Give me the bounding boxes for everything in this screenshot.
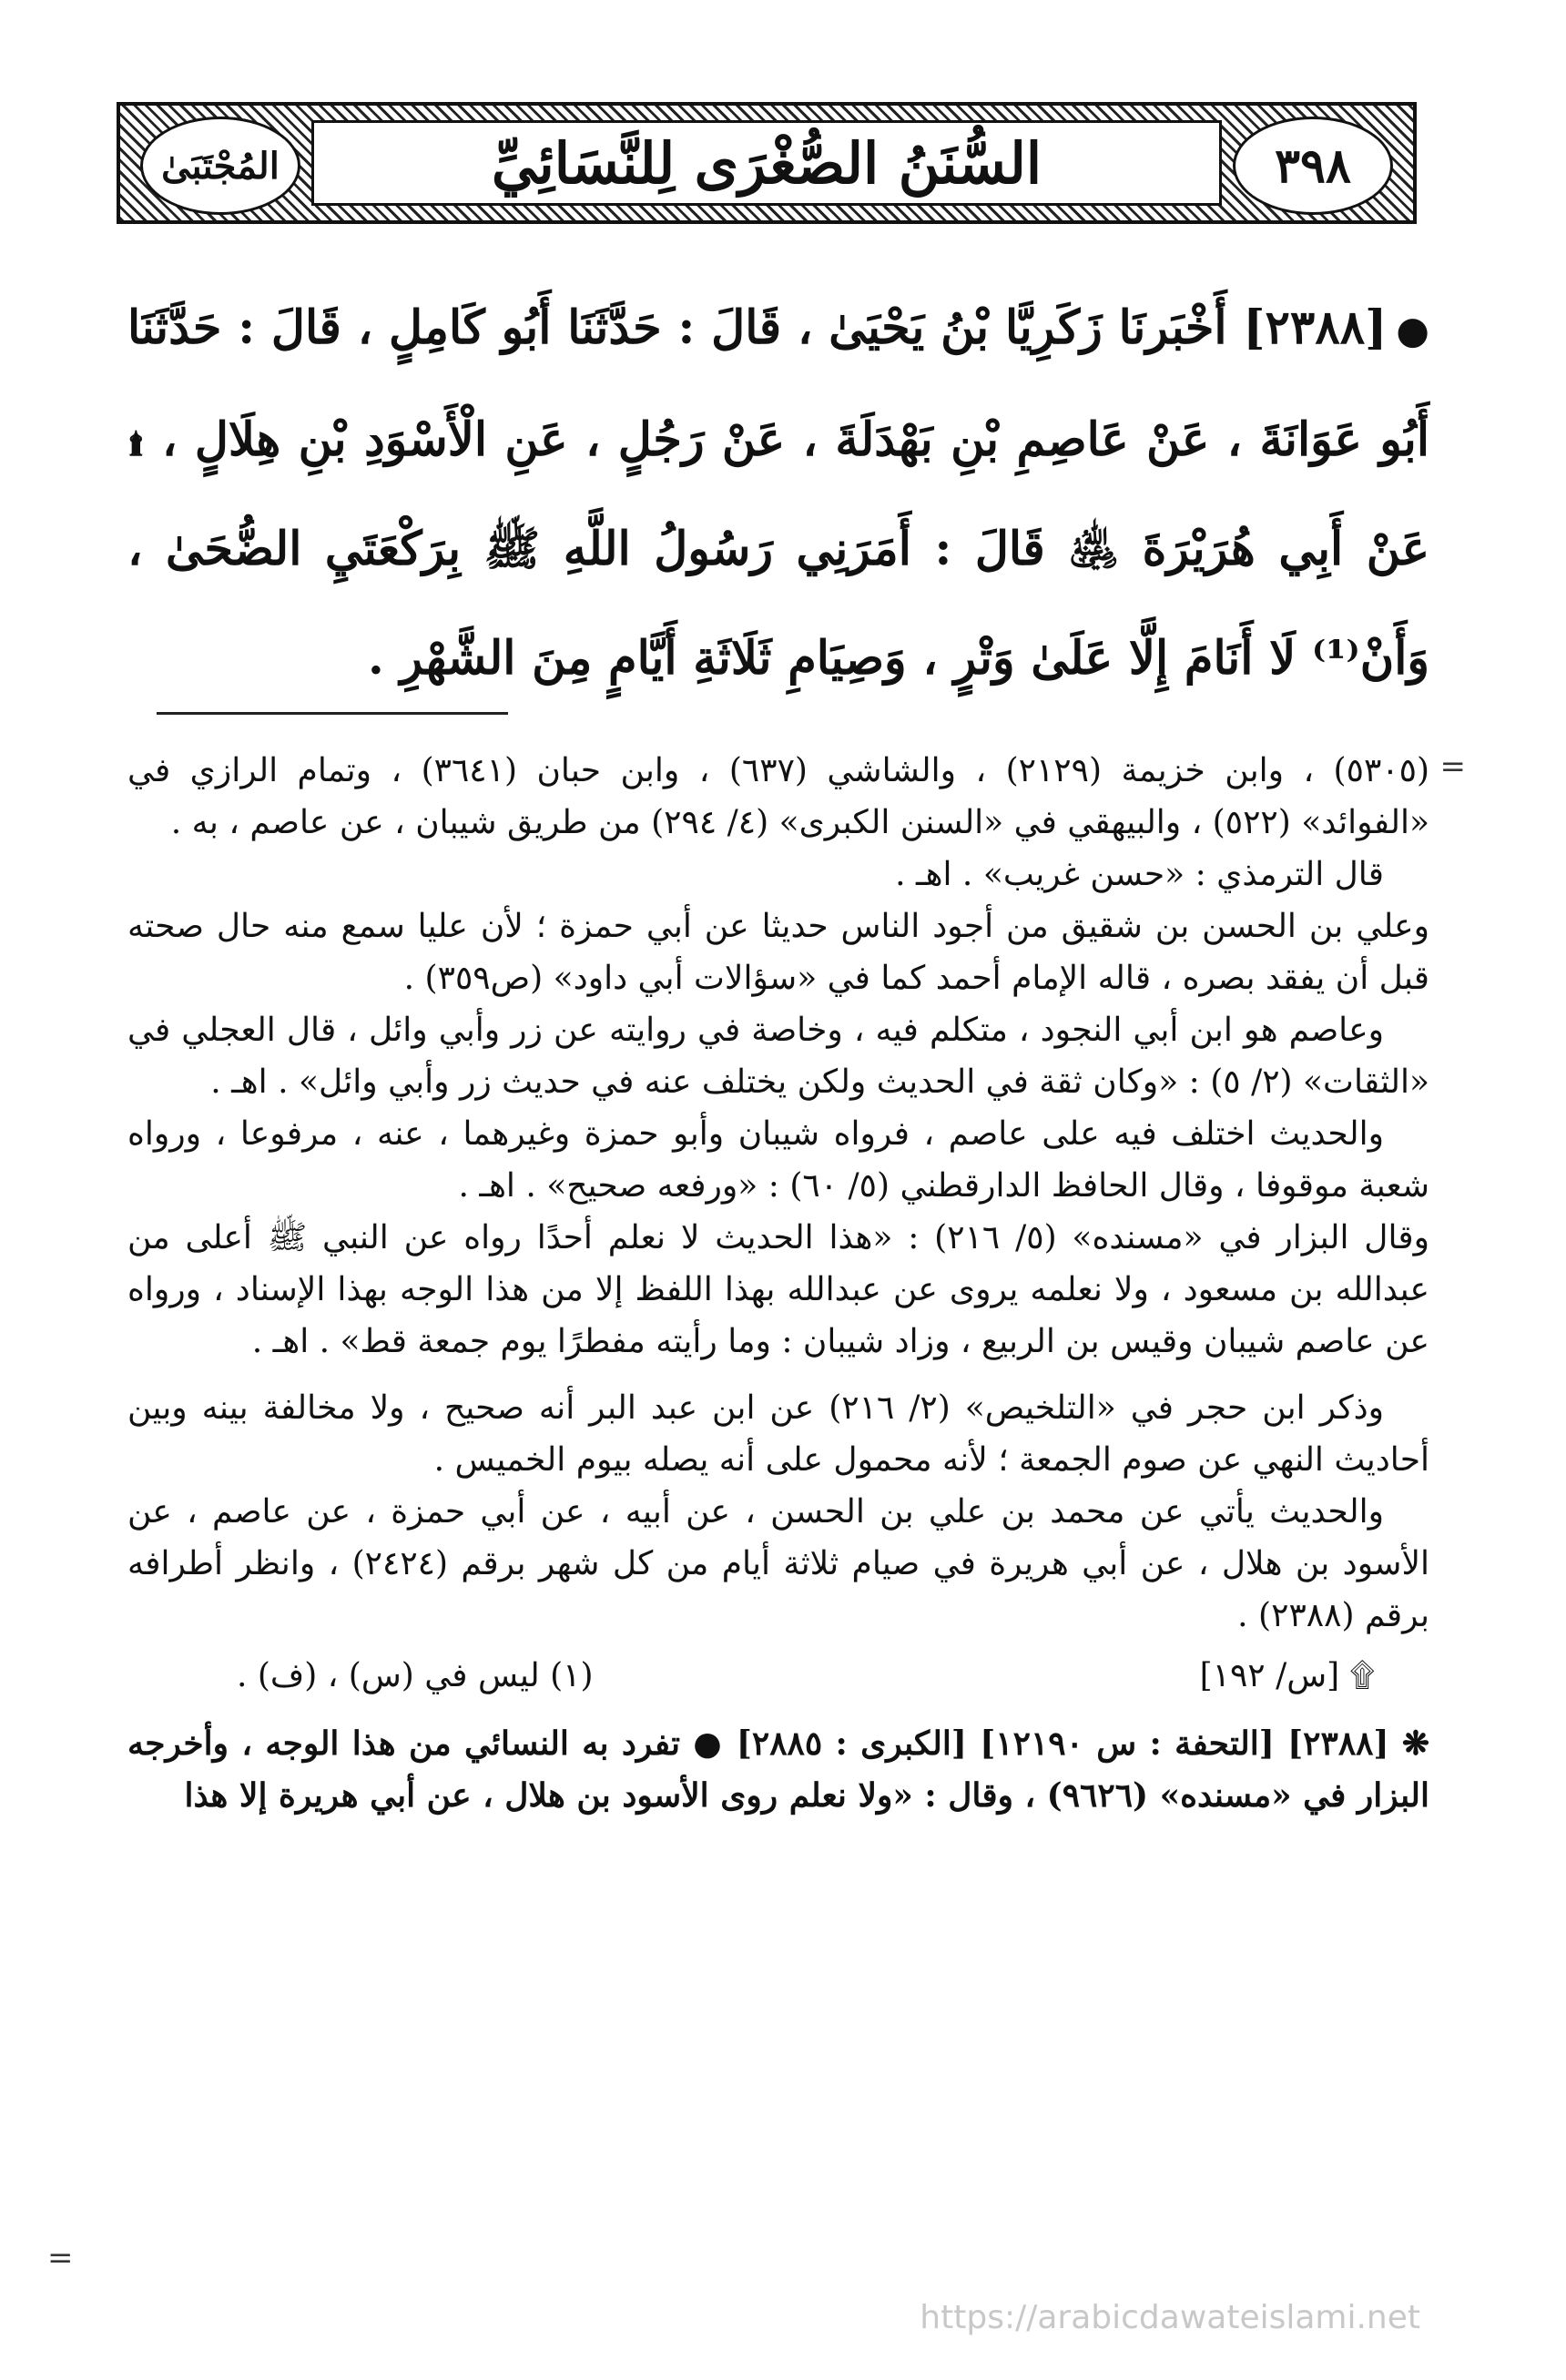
note-paragraph: وعلي بن الحسن بن شقيق من أجود الناس حديثا عن أبي حمزة ؛ لأن عليا سمع منه حال صحته قبل أن يفقد بصره ، قاله الإمام أحمد كما في «سؤالات أبي داود» (ص٣٥٩) .	[127, 908, 1429, 997]
bullet-icon: ●	[1396, 308, 1429, 352]
manuscript-reference: ۩ [س/ ١٩٢]	[1199, 1657, 1375, 1694]
commentary-notes	[127, 745, 1429, 1822]
title-frame	[311, 120, 1222, 206]
hadith-text: [٢٣٨٨] أَخْبَرنَا زَكَرِيَّا بْنُ يَحْيَىٰ ، قَالَ : حَدَّثَنَا أَبُو كَامِلٍ ، قَالَ : حَدَّثَنَا أَبُو عَوَانَةَ ، عَنْ عَاصِمِ بْنِ بَهْدَلَةَ ، عَنْ رَجُلٍ ، عَنِ الْأَسْوَدِ بْنِ هِلَالٍ ، ۩ عَنْ أَبِي هُرَيْرَةَ ﵁ قَالَ : أَمَرَنِي رَسُولُ اللَّهِ ﷺ بِرَكْعَتَيِ الضُّحَىٰ ، وَأَنْ⁽¹⁾ لَا أَنَامَ إِلَّا عَلَىٰ وَتْرٍ ، وَصِيَامِ ثَلَاثَةِ أَيَّامٍ مِنَ الشَّهْرِ .	[127, 300, 1429, 686]
note-paragraph: قال الترمذي : «حسن غريب» . اهـ .	[895, 856, 1384, 893]
watermark-url: https://arabicdawateislami.net	[920, 2299, 1420, 2336]
note-paragraph: والحديث يأتي عن محمد بن علي بن الحسن ، عن أبيه ، عن أبي حمزة ، عن عاصم ، عن الأسود بن هلال ، عن أبي هريرة في صيام ثلاثة أيام من كل شهر برقم (٢٤٢٤) ، وانظر أطرافه برقم (٢٣٨٨) .	[127, 1493, 1429, 1634]
tuhfa-note: ❋ [٢٣٨٨] [التحفة : س ١٢١٩٠] [الكبرى : ٢٨٨٥] ● تفرد به النسائي من هذا الوجه ، وأخرجه البزار في «مسنده» (٩٦٢٦) ، وقال : «ولا نعلم روى الأسود بن هلال ، عن أبي هريرة إلا هذا	[127, 1724, 1429, 1815]
hadith-body	[127, 273, 1429, 713]
page-number-medallion	[1233, 117, 1393, 215]
page-title: السُّنَنُ الصُّغْرَى لِلنَّسَائِيِّ	[491, 129, 1042, 197]
continuation-mark-bottom: =	[47, 2240, 74, 2276]
continuation-mark-top: =	[1439, 748, 1466, 785]
footnote-separator	[157, 712, 508, 715]
note-paragraph: وقال البزار في «مسنده» (٥/ ٢١٦) : «هذا الحديث لا نعلم أحدًا رواه عن النبي ﷺ أعلى من عبدالله بن مسعود ، ولا نعلمه يروى عن عبدالله بهذا اللفظ إلا من هذا الوجه بهذا الإسناد ، ورواه عن عاصم شيبان وقيس بن الربيع ، وزاد شيبان : وما رأيته مفطرًا يوم جمعة قط» . اهـ .	[127, 1219, 1430, 1360]
footnote-1: (١) ليس في (س) ، (ف) .	[237, 1657, 594, 1694]
page-header	[117, 102, 1417, 224]
footnote-row	[127, 1649, 1429, 1704]
book-name-medallion	[140, 117, 300, 215]
book-name: المُجْتَبَىٰ	[161, 144, 280, 188]
page-number: ٣٩٨	[1275, 137, 1351, 194]
note-paragraph: وذكر ابن حجر في «التلخيص» (٢/ ٢١٦) عن ابن عبد البر أنه صحيح ، ولا مخالفة بينه وبين أحاديث النهي عن صوم الجمعة ؛ لأنه محمول على أنه يصله بيوم الخميس .	[127, 1389, 1429, 1479]
note-paragraph: (٥٣٠٥) ، وابن خزيمة (٢١٢٩) ، والشاشي (٦٣٧) ، وابن حبان (٣٦٤١) ، وتمام الرازي في «الفوائد» (٥٢٢) ، والبيهقي في «السنن الكبرى» (٤/ ٢٩٤) من طريق شيبان ، عن عاصم ، به .	[127, 752, 1429, 841]
note-paragraph: وعاصم هو ابن أبي النجود ، متكلم فيه ، وخاصة في روايته عن زر وأبي وائل ، قال العجلي في «الثقات» (٢/ ٥) : «وكان ثقة في الحديث ولكن يختلف عنه في حديث زر وأبي وائل» . اهـ .	[127, 1012, 1429, 1101]
note-paragraph: والحديث اختلف فيه على عاصم ، فرواه شيبان وأبو حمزة وغيرهما ، عنه ، مرفوعا ، ورواه شعبة موقوفا ، وقال الحافظ الدارقطني (٥/ ٦٠) : «ورفعه صحيح» . اهـ .	[127, 1115, 1429, 1205]
